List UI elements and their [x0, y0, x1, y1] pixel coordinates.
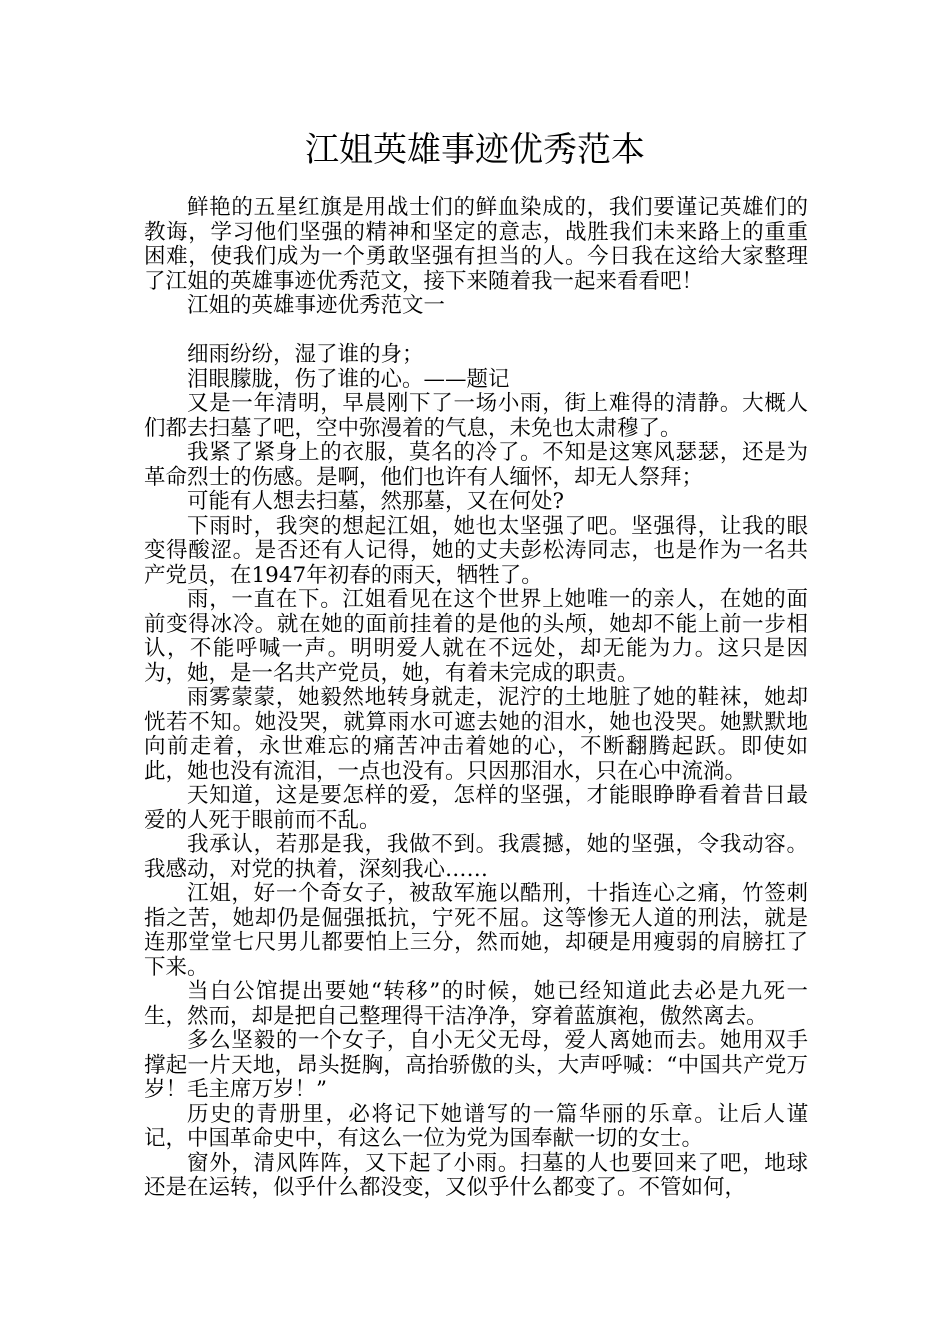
paragraph: 窗外，清风阵阵，又下起了小雨。扫墓的人也要回来了吧，地球还是在运转，似乎什么都没变，又似乎什么都变了。不管如何， [144, 1150, 808, 1200]
document-title: 江姐英雄事迹优秀范本 [305, 130, 645, 170]
poem-line: 细雨纷纷，湿了谁的身； [187, 342, 424, 367]
blank-line [144, 319, 808, 344]
section-heading: 江姐的英雄事迹优秀范文一 [187, 293, 446, 318]
poem-line: 泪眼朦胧，伤了谁的心。——题记 [187, 366, 510, 392]
paragraph: 我紧了紧身上的衣服，莫名的冷了。不知是这寒风瑟瑟，还是为革命烈士的伤感。是啊，他们也许有人缅怀，却无人祭拜； [144, 440, 808, 490]
paragraph: 当白公馆提出要她“转移”的时候，她已经知道此去必是九死一生，然而，却是把自己整理得干洁净净，穿着蓝旗袍，傲然离去。 [144, 979, 808, 1029]
document-body [144, 196, 808, 1201]
paragraph: 多么坚毅的一个女子，自小无父无母，爱人离她而去。她用双手撑起一片天地，昂头挺胸，高抬骄傲的头，大声呼喊：“中国共产党万岁！毛主席万岁！” [144, 1028, 808, 1102]
paragraph: 可能有人想去扫墓，然那墓，又在何处? [187, 489, 565, 514]
paragraph: 雨，一直在下。江姐看见在这个世界上她唯一的亲人，在她的面前变得冰冷。就在她的面前挂着的是他的头颅，她却不能上前一步相认，不能呼喊一声。明明爱人就在不远处，却无能为力。这只是因为，她，是一名共产党员，她，有着未完成的职责。 [144, 587, 808, 686]
paragraph: 雨雾蒙蒙，她毅然地转身就走，泥泞的土地脏了她的鞋袜，她却恍若不知。她没哭，就算雨水可遮去她的泪水，她也没哭。她默默地向前走着，永世难忘的痛苦冲击着她的心，不断翻腾起跃。即使如此，她也没有流泪，一点也没有。只因那泪水，只在心中流淌。 [144, 685, 808, 784]
paragraph: 鲜艳的五星红旗是用战士们的鲜血染成的，我们要谨记英雄们的教诲，学习他们坚强的精神和坚定的意志，战胜我们未来路上的重重困难，使我们成为一个勇敢坚强有担当的人。今日我在这给大家整理了江姐的英雄事迹优秀范文，接下来随着我一起来看看吧！ [144, 195, 808, 294]
paragraph: 我承认，若那是我，我做不到。我震撼，她的坚强，令我动容。我感动，对党的执着，深刻我心…… [144, 832, 808, 882]
paragraph: 天知道，这是要怎样的爱，怎样的坚强，才能眼睁睁看着昔日最爱的人死于眼前而不乱。 [144, 783, 808, 833]
paragraph: 又是一年清明，早晨刚下了一场小雨，街上难得的清静。大概人们都去扫墓了吧，空中弥漫着的气息，未免也太肃穆了。 [144, 391, 808, 441]
paragraph: 下雨时，我突的想起江姐，她也太坚强了吧。坚强得，让我的眼变得酸涩。是否还有人记得，她的丈夫彭松涛同志，也是作为一名共产党员，在1947年初春的雨天，牺牲了。 [144, 513, 808, 588]
paragraph: 历史的青册里，必将记下她谱写的一篇华丽的乐章。让后人谨记，中国革命史中，有这么一位为党为国奉献一切的女士。 [144, 1101, 808, 1151]
paragraph: 江姐，好一个奇女子，被敌军施以酷刑，十指连心之痛，竹签刺指之苦，她却仍是倔强抵抗，宁死不屈。这等惨无人道的刑法，就是连那堂堂七尺男儿都要怕上三分，然而她，却硬是用瘦弱的肩膀扛了下来。 [144, 881, 808, 980]
